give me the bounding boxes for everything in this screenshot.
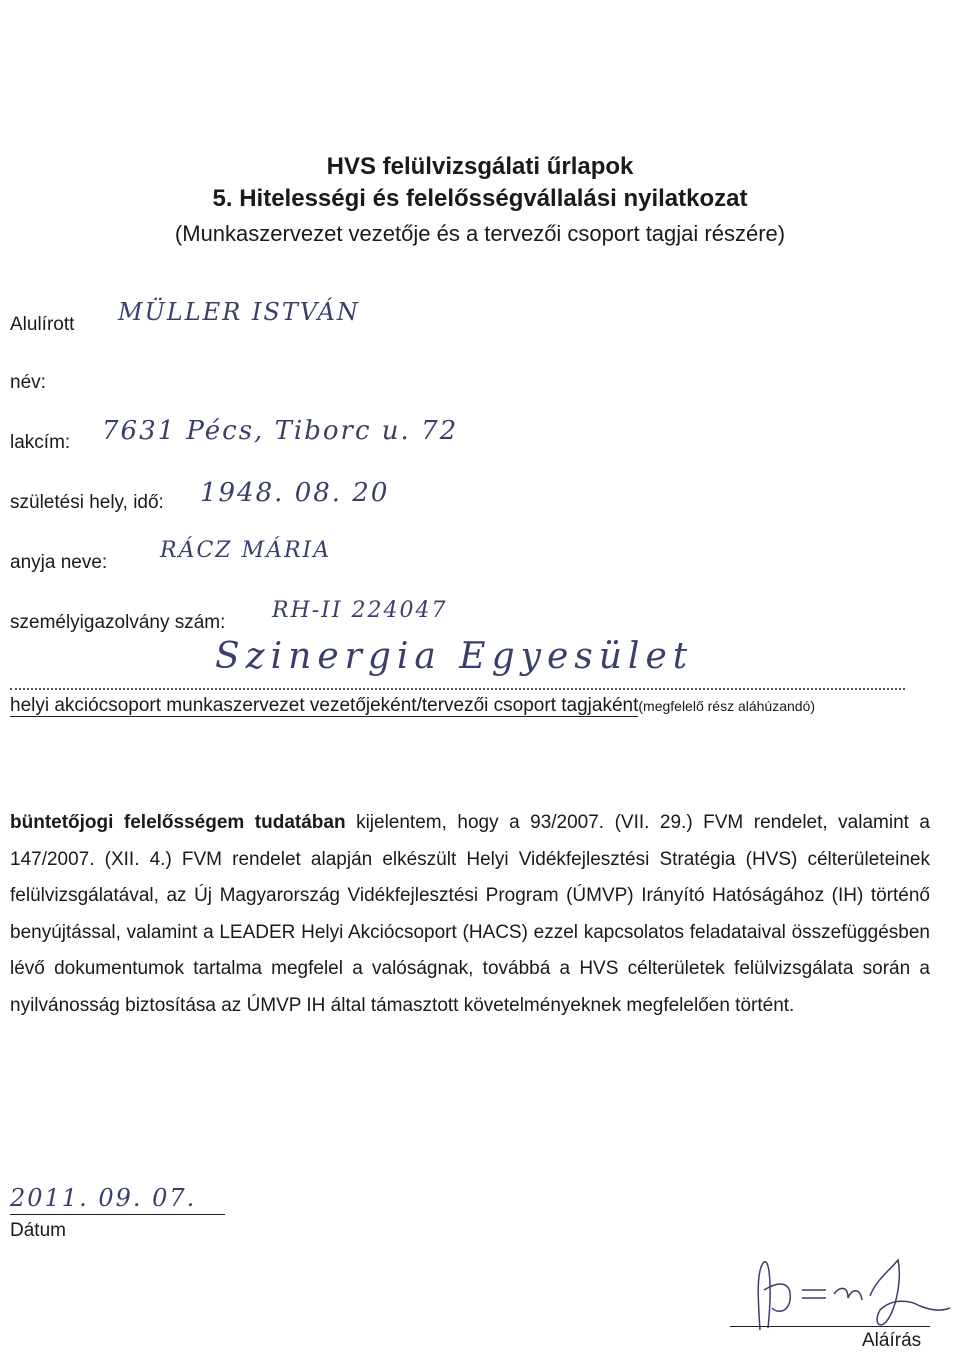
address-value: 7631 Pécs, Tiborc u. 72 (102, 416, 459, 446)
date-label: Dátum (10, 1220, 66, 1241)
signature-mark (730, 1250, 960, 1350)
role-note: (megfelelő rész aláhúzandó) (638, 698, 816, 714)
document-subtitle: 5. Hitelességi és felelősségvállalási nyilatkozat (212, 185, 748, 212)
address-label: lakcím: (10, 432, 71, 453)
undersigned-value: MÜLLER ISTVÁN (118, 298, 360, 326)
birth-value: 1948. 08. 20 (200, 478, 390, 508)
group-name-handwritten: Szinergia Egyesület (215, 636, 694, 677)
role-line (10, 694, 940, 718)
date-value: 2011. 09. 07. (10, 1184, 197, 1212)
document-note: (Munkaszervezet vezetője és a tervezői csoport tagjai részére) (174, 221, 786, 246)
role-text: helyi akciócsoport munkaszervezet vezetőjeként/tervezői csoport tagjaként (10, 695, 639, 716)
name-label: név: (10, 372, 46, 393)
date-line (10, 1214, 225, 1215)
birth-label: születési hely, idő: (10, 492, 164, 513)
statement-paragraph (10, 805, 930, 1024)
statement-text: kijelentem, hogy a 93/2007. (VII. 29.) FVM rendelet, valamint a 147/2007. (XII. 4.) FVM rendelet alapján elkészült Helyi Vidékfejlesztési Stratégia (HVS) célterületeinek felülvizsgálatával, az Új Magyarország Vidékfejlesztési Program (ÚMVP) Irányító Hatóságához (IH) történő benyújtással, valamint a LEADER Helyi Akciócsoport (HACS) ezzel kapcsolatos feladataival összefüggésben lévő dokumentumok tartalma megfelel a valóságnak, továbbá a HVS célterületek felülvizsgálata során a nyilvánosság biztosítása az ÚMVP IH által támasztott követelményeknek megfelelően történt. (10, 812, 930, 1016)
signature-label: Aláírás (862, 1330, 922, 1351)
group-name-dotted-line (10, 688, 905, 690)
statement-bold: büntetőjogi felelősségem tudatában (10, 812, 346, 833)
id-label: személyigazolvány szám: (10, 612, 226, 633)
mother-label: anyja neve: (10, 552, 108, 573)
signature-line (730, 1326, 930, 1327)
document-title: HVS felülvizsgálati űrlapok (326, 153, 634, 180)
undersigned-label: Alulírott (10, 314, 75, 335)
id-value: RH-II 224047 (272, 598, 448, 623)
mother-value: RÁCZ MÁRIA (160, 538, 332, 563)
